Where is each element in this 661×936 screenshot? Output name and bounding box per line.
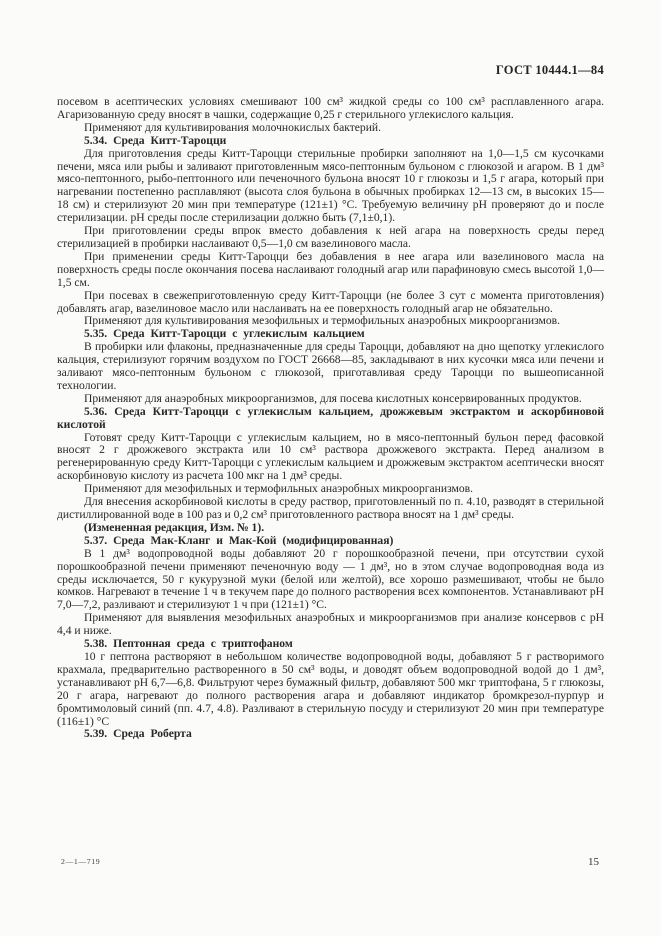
paragraph: В 1 дм³ водопроводной воды добавляют 20 г порошкообразной печени, при отсутствии сухой порошкообразной печени применяют печеночную воду — 1 дм³, но в этом случае водопроводная вода из среды исключается, 50 г кукурузной муки (белой или желтой), все хорошо размешивают, чтобы не было комков. Нагревают в течение 1 ч в текучем паре до полного растворения всех компонентов. Устанавливают pH 7,0—7,2, разливают и стерилизуют 1 ч при (121±1) °С. — [57, 546, 604, 612]
paragraph: Применяют для выявления мезофильных анаэробных и микроорганизмов при анализе консервов с pH 4,4 и ниже. — [57, 611, 604, 638]
paragraph: При приготовлении среды впрок вместо добавления к ней агара на поверхность среды перед стерилизацией в пробирки наслаивают 0,5—1,0 см вазелинового масла. — [57, 224, 604, 250]
paragraph: При посевах в свежеприготовленную среду Китт-Тароцци (не более 3 сут с момента приготовления) добавлять агар, вазелиновое масло или наслаивать на ее поверхность голодный агар не обязательно. — [57, 288, 604, 315]
paragraph: Для внесения аскорбиновой кислоты в среду раствор, приготовленный по п. 4.10, разводят в стерильной дистиллированной воде в 100 раз и 0,2 см³ приготовленного раствора вносят на 1 дм³ среды. — [57, 495, 604, 521]
paragraph: Применяют для анаэробных микроорганизмов, для посева кислотных консервированных продуктов. — [84, 391, 582, 405]
paragraph: Применяют для культивирования мезофильных и термофильных анаэробных микроорганизмов. — [84, 314, 561, 328]
paragraph: 10 г пептона растворяют в небольшом количестве водопроводной воды, добавляют 5 г растворимого крахмала, предварительно растворенного в 50 см³ воды, и доводят объем водопроводной водой до 1 дм³, устанавливают pH 6,7—6,8. Фильтруют через бумажный фильтр, добавляют 500 мкг триптофана, 5 г глюкозы, 20 г агара, нагревают до полного растворения агара и добавляют индикатор бромкрезол-пурпур и бромтимоловый синий (пп. 4.7, 4.8). Разливают в стерильную посуду и стерилизуют 20 мин при температуре (116±1) °С — [57, 649, 604, 728]
section-heading-5-34: 5.34. Среда Китт-Тароцци — [84, 133, 227, 147]
paragraph: Применяют для культивирования молочнокислых бактерий. — [84, 120, 382, 134]
paragraph: Готовят среду Китт-Тароцци с углекислым кальцием, но в мясо-пептонный бульон перед фасовкой вносят 2 г дрожжевого экстракта или 10 см³ раствора дрожжевого экстракта. Перед анализом в регенерированную среду Китт-Тароцци с углекислым кальцием и дрожжевым экстрактом асептически вносят аскорбиновую кислоту из расчета 100 мкг на 1 дм³ среды. — [57, 430, 604, 483]
paragraph: В пробирки или флаконы, предназначенные для среды Тароцци, добавляют на дно щепотку углекислого кальция, стерилизуют горячим воздухом по ГОСТ 26668—85, закладывают в них кусочки мяса или печени и заливают мясо-пептонным бульоном с глюкозой, приготавливая среду Тароцци по вышеописанной технологии. — [57, 340, 604, 392]
amendment-note: (Измененная редакция, Изм. № 1). — [84, 520, 265, 534]
section-heading-5-39: 5.39. Среда Роберта — [84, 727, 192, 741]
paragraph: Применяют для мезофильных и термофильных анаэробных микроорганизмов. — [84, 482, 473, 496]
page-number: 15 — [588, 856, 599, 868]
print-order-signature: 2—1—719 — [61, 857, 101, 866]
section-heading-5-37: 5.37. Среда Мак-Кланг и Мак-Кой (модифицированная) — [84, 533, 394, 547]
paragraph: При применении среды Китт-Тароцци без добавления в нее агара или вазелинового масла на поверхность среды после окончания посева наслаивают голодный агар или парафиновую смесь высотой 1,0—1,5 см. — [57, 249, 604, 289]
paragraph: Для приготовления среды Китт-Тароцци стерильные пробирки заполняют на 1,0—1,5 см кусочками печени, мяса или рыбы и заливают приготовленным мясо-пептонным бульоном с глюкозой и агаром. В 1 дм³ мясо-пептонного, рыбо-пептонного или печеночного бульона вносят 10 г глюкозы и 1,5 г агара, который при нагревании постепенно расплавляют (высота слоя бульона в обычных пробирках 12—13 см, в высоких 15—18 см) и стерилизуют 20 мин при температуре (121±1) °С. Требуемую величину pH проверяют до и после стерилизации. pH среды после стерилизации должно быть (7,1±0,1). — [57, 146, 604, 225]
section-heading-5-36: 5.36. Среда Китт-Тароцци с углекислым кальцием, дрожжевым экстрактом и аскорбиновой кислотой — [57, 404, 604, 431]
section-heading-5-38: 5.38. Пептонная среда с триптофаном — [84, 637, 293, 651]
paragraph-continued: посевом в асептических условиях смешивают 100 см³ жидкой среды со 100 см³ расплавленного агара. Агаризованную среду вносят в чашки, содержащие 0,25 г стерильного углекислого кальция. — [57, 95, 604, 121]
document-body — [57, 96, 604, 741]
document-number-header: ГОСТ 10444.1—84 — [495, 63, 604, 77]
section-heading-5-35: 5.35. Среда Китт-Тароцци с углекислым кальцием — [84, 327, 365, 341]
